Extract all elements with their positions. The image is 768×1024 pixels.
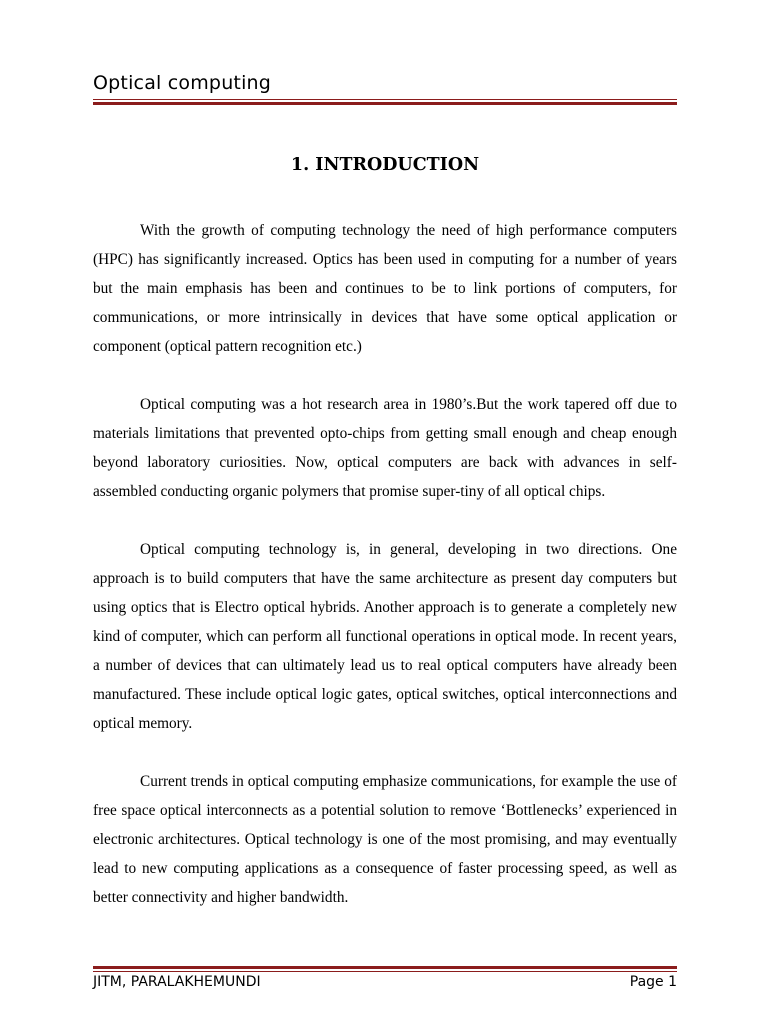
paragraph-4: Current trends in optical computing emphasize communications, for example the use of free space optical interconnects as a potential solution to remove ‘Bottlenecks’ experienced in electronic architectures. Optical technology is one of the most promising, and may eventually lead to new computing applications as a consequence of faster processing speed, as well as better connectivity and higher bandwidth. <box>93 773 677 906</box>
paragraph-1: With the growth of computing technology the need of high performance computers (HPC) has significantly increased. Optics has been used in computing for a number of years but the main emphasis has been and continues to be to link portions of computers, for communications, or more intrinsically in devices that have some optical application or component (optical pattern recognition etc.) <box>93 222 677 355</box>
paragraph-2: Optical computing was a hot research area in 1980’s.But the work tapered off due to materials limitations that prevented opto-chips from getting small enough and cheap enough beyond laboratory curiosities. Now, optical computers are back with advances in self-assembled conducting organic polymers that promise super-tiny of all optical chips. <box>93 396 677 500</box>
header-title: Optical computing <box>93 72 272 94</box>
footer-rule-thin <box>93 971 677 972</box>
footer-rule-thick <box>93 966 677 969</box>
body-text <box>93 216 677 941</box>
footer-institution: JITM, PARALAKHEMUNDI <box>93 974 261 990</box>
paragraph-3: Optical computing technology is, in general, developing in two directions. One approach is to build computers that have the same architecture as present day computers but using optics that is Electro optical hybrids. Another approach is to generate a completely new kind of computer, which can perform all functional operations in optical mode. In recent years, a number of devices that can ultimately lead us to real optical computers have already been manufactured. These include optical logic gates, optical switches, optical interconnections and optical memory. <box>93 541 677 732</box>
footer-page-number: Page 1 <box>629 974 677 990</box>
section-heading: 1. INTRODUCTION <box>290 155 480 175</box>
header-rule-thick <box>93 102 677 105</box>
header-rule-thin <box>93 99 677 100</box>
